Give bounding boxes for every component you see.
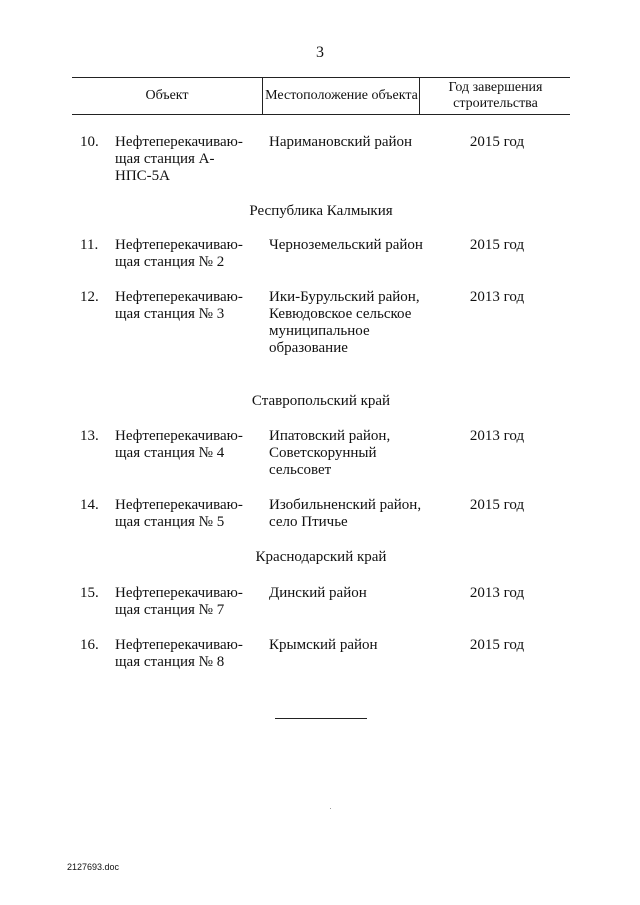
row-object: Нефтеперекачиваю-щая станция № 2	[115, 237, 243, 270]
row-location: Изобильненский район, село Птичье	[269, 497, 422, 530]
page-number: 3	[316, 44, 324, 61]
row-location: Черноземельский район	[269, 237, 423, 253]
row-location: Ики-Бурульский район, Кевюдовское сельское муниципальное образование	[269, 289, 420, 356]
row-number: 11.	[80, 237, 99, 253]
end-divider	[275, 718, 367, 719]
header-year: Год завершения строительства	[419, 78, 571, 114]
file-name: 2127693.doc	[67, 862, 120, 872]
row-number: 15.	[80, 585, 99, 601]
row-location: Крымский район	[269, 637, 378, 653]
row-number: 14.	[80, 497, 99, 513]
row-location: Ипатовский район, Советскорунный сельсовет	[269, 428, 391, 478]
header-object: Объект	[145, 88, 189, 103]
region-heading: Республика Калмыкия	[249, 203, 393, 219]
row-object: Нефтеперекачиваю-щая станция № 3	[115, 289, 243, 322]
row-location: Динский район	[269, 585, 367, 601]
header-location: Местоположение объекта	[262, 78, 420, 114]
row-number: 12.	[80, 289, 99, 305]
row-year: 2013 год	[469, 289, 525, 305]
row-year: 2013 год	[469, 428, 525, 444]
row-location: Наримановский район	[269, 134, 413, 150]
row-object: Нефтеперекачиваю-щая станция № 5	[115, 497, 243, 530]
scan-dot	[330, 808, 331, 809]
row-number: 13.	[80, 428, 99, 444]
region-heading: Краснодарский край	[255, 549, 387, 565]
row-object: Нефтеперекачиваю-щая станция № 7	[115, 585, 243, 618]
row-object: Нефтеперекачиваю-щая станция № 4	[115, 428, 243, 461]
row-object: Нефтеперекачиваю-щая станция № 8	[115, 637, 243, 670]
row-object: Нефтеперекачиваю-щая станция А-НПС-5А	[115, 134, 243, 184]
row-number: 16.	[80, 637, 99, 653]
row-year: 2015 год	[469, 637, 525, 653]
row-year: 2015 год	[469, 134, 525, 150]
row-year: 2015 год	[469, 497, 525, 513]
row-year: 2013 год	[469, 585, 525, 601]
row-year: 2015 год	[469, 237, 525, 253]
row-number: 10.	[80, 134, 99, 150]
table-header	[72, 77, 570, 115]
region-heading: Ставропольский край	[251, 393, 391, 409]
